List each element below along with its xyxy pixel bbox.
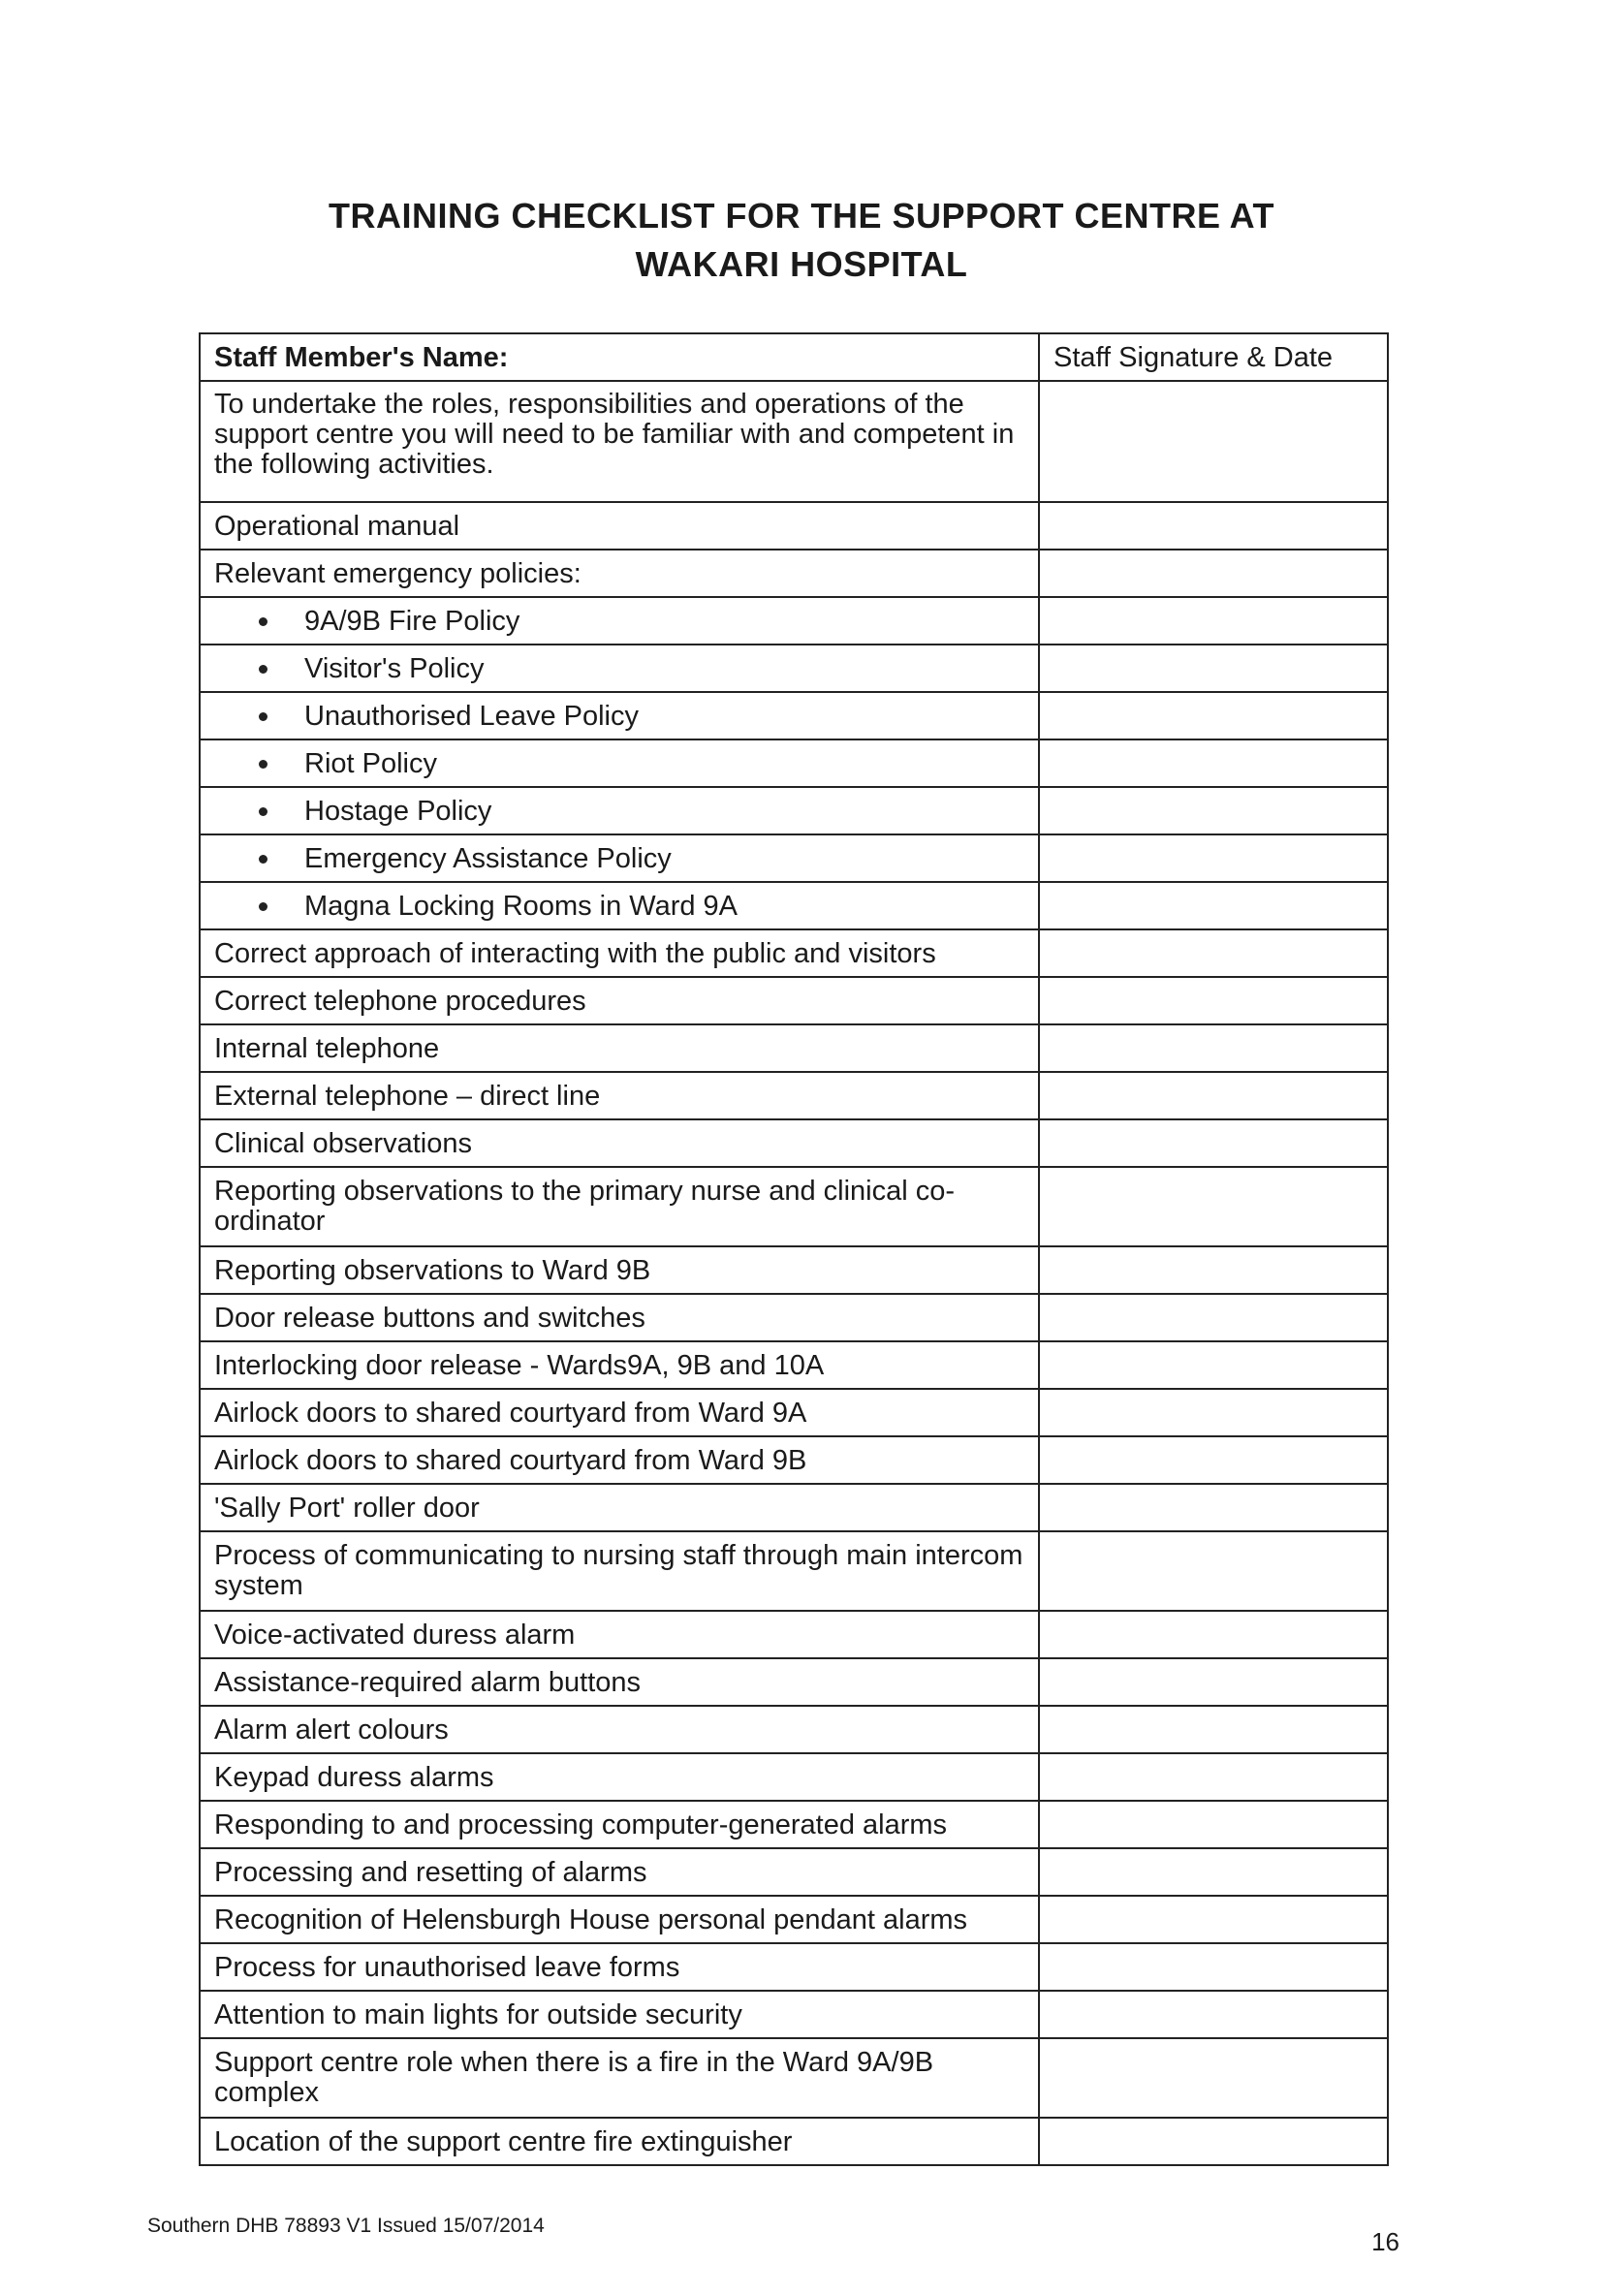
signature-cell[interactable] bbox=[1039, 1119, 1388, 1167]
checklist-row bbox=[200, 1167, 1388, 1246]
checklist-row bbox=[200, 1896, 1388, 1943]
signature-cell[interactable] bbox=[1039, 787, 1388, 834]
checklist-item bbox=[200, 1119, 1039, 1167]
bullet-icon bbox=[259, 902, 267, 911]
checklist-item-label: External telephone – direct line bbox=[214, 1080, 601, 1112]
signature-cell[interactable] bbox=[1039, 1246, 1388, 1294]
checklist-item-label: Processing and resetting of alarms bbox=[214, 1856, 647, 1888]
checklist-item-label: Reporting observations to Ward 9B bbox=[214, 1254, 651, 1286]
signature-cell[interactable] bbox=[1039, 834, 1388, 882]
checklist-item bbox=[200, 692, 1039, 739]
checklist-item bbox=[200, 1246, 1039, 1294]
checklist-item-label: Airlock doors to shared courtyard from Ward 9B bbox=[214, 1444, 807, 1476]
checklist-row bbox=[200, 1341, 1388, 1389]
checklist-item bbox=[200, 929, 1039, 977]
checklist-item bbox=[200, 1848, 1039, 1896]
checklist-item bbox=[200, 882, 1039, 929]
signature-cell[interactable] bbox=[1039, 502, 1388, 550]
checklist-item bbox=[200, 1072, 1039, 1119]
checklist-item bbox=[200, 597, 1039, 645]
signature-cell[interactable] bbox=[1039, 929, 1388, 977]
checklist-row bbox=[200, 1848, 1388, 1896]
checklist-item-label: Voice-activated duress alarm bbox=[214, 1619, 576, 1651]
signature-cell[interactable] bbox=[1039, 1658, 1388, 1706]
checklist-item-label: Recognition of Helensburgh House personal pendant alarms bbox=[214, 1903, 968, 1935]
checklist-item-label: Support centre role when there is a fire in the Ward 9A/9B complex bbox=[214, 2047, 934, 2108]
checklist-row bbox=[200, 1991, 1388, 2038]
checklist-item-label: Process of communicating to nursing staff through main intercom system bbox=[214, 1540, 1023, 1601]
checklist-item-label: Visitor's Policy bbox=[304, 652, 485, 684]
signature-cell[interactable] bbox=[1039, 645, 1388, 692]
bullet-icon bbox=[259, 760, 267, 769]
checklist-item bbox=[200, 1611, 1039, 1658]
signature-cell[interactable] bbox=[1039, 1706, 1388, 1753]
checklist-item-label: Unauthorised Leave Policy bbox=[304, 700, 639, 732]
checklist-item-label: Process for unauthorised leave forms bbox=[214, 1951, 680, 1983]
checklist-row bbox=[200, 1072, 1388, 1119]
checklist-item bbox=[200, 550, 1039, 597]
title-line-1: TRAINING CHECKLIST FOR THE SUPPORT CENTRE AT bbox=[329, 196, 1274, 236]
signature-cell[interactable] bbox=[1039, 550, 1388, 597]
checklist-item-label: Correct telephone procedures bbox=[214, 985, 586, 1017]
checklist-item-label: Keypad duress alarms bbox=[214, 1761, 494, 1793]
checklist-item bbox=[200, 502, 1039, 550]
signature-cell[interactable] bbox=[1039, 1341, 1388, 1389]
checklist-item-label: Operational manual bbox=[214, 510, 460, 542]
signature-cell[interactable] bbox=[1039, 1294, 1388, 1341]
title-line-2: WAKARI HOSPITAL bbox=[635, 244, 968, 284]
checklist-item bbox=[200, 1436, 1039, 1484]
checklist-row bbox=[200, 1531, 1388, 1611]
checklist-row bbox=[200, 1246, 1388, 1294]
checklist-row bbox=[200, 739, 1388, 787]
checklist-item bbox=[200, 645, 1039, 692]
checklist-item-label: Riot Policy bbox=[304, 747, 437, 779]
bullet-icon bbox=[259, 807, 267, 816]
training-checklist-table bbox=[199, 332, 1389, 2166]
checklist-item bbox=[200, 1801, 1039, 1848]
checklist-item-label: Correct approach of interacting with the public and visitors bbox=[214, 937, 936, 969]
checklist-item bbox=[200, 834, 1039, 882]
signature-cell[interactable] bbox=[1039, 1611, 1388, 1658]
document-title bbox=[0, 192, 1603, 289]
signature-cell[interactable] bbox=[1039, 977, 1388, 1024]
checklist-row bbox=[200, 1389, 1388, 1436]
checklist-row bbox=[200, 1611, 1388, 1658]
checklist-row bbox=[200, 692, 1388, 739]
signature-cell[interactable] bbox=[1039, 1848, 1388, 1896]
checklist-row bbox=[200, 1119, 1388, 1167]
checklist-item bbox=[200, 1991, 1039, 2038]
document-reference: Southern DHB 78893 V1 Issued 15/07/2014 bbox=[147, 2215, 545, 2237]
header-row bbox=[200, 333, 1388, 381]
checklist-item-label: 9A/9B Fire Policy bbox=[304, 605, 520, 637]
signature-cell[interactable] bbox=[1039, 381, 1388, 502]
checklist-item-label: Alarm alert colours bbox=[214, 1714, 449, 1746]
checklist-item bbox=[200, 1341, 1039, 1389]
checklist-item bbox=[200, 1531, 1039, 1611]
signature-cell[interactable] bbox=[1039, 1436, 1388, 1484]
checklist-item bbox=[200, 1484, 1039, 1531]
checklist-row bbox=[200, 1753, 1388, 1801]
checklist-row bbox=[200, 1658, 1388, 1706]
checklist-item-label: Hostage Policy bbox=[304, 795, 492, 827]
checklist-row bbox=[200, 2038, 1388, 2118]
checklist-row bbox=[200, 1024, 1388, 1072]
checklist-row bbox=[200, 550, 1388, 597]
checklist-item-label: Emergency Assistance Policy bbox=[304, 842, 672, 874]
checklist-item-label: 'Sally Port' roller door bbox=[214, 1492, 480, 1524]
signature-cell[interactable] bbox=[1039, 1167, 1388, 1246]
checklist-item bbox=[200, 787, 1039, 834]
checklist-row bbox=[200, 1436, 1388, 1484]
checklist-item-label: Interlocking door release - Wards9A, 9B and 10A bbox=[214, 1349, 825, 1381]
signature-cell[interactable] bbox=[1039, 2118, 1388, 2165]
checklist-item-label: Responding to and processing computer-generated alarms bbox=[214, 1808, 948, 1840]
staff-name-field[interactable] bbox=[200, 333, 1039, 381]
checklist-row bbox=[200, 1943, 1388, 1991]
checklist-item bbox=[200, 1896, 1039, 1943]
page-footer bbox=[147, 2213, 1399, 2257]
checklist-item bbox=[200, 1706, 1039, 1753]
checklist-item-label: Assistance-required alarm buttons bbox=[214, 1666, 642, 1698]
signature-cell[interactable] bbox=[1039, 692, 1388, 739]
checklist-item bbox=[200, 1943, 1039, 1991]
checklist-row bbox=[200, 834, 1388, 882]
checklist-row bbox=[200, 1801, 1388, 1848]
signature-cell[interactable] bbox=[1039, 1484, 1388, 1531]
checklist-row bbox=[200, 1706, 1388, 1753]
checklist-row bbox=[200, 1294, 1388, 1341]
checklist-item-label: Attention to main lights for outside security bbox=[214, 1998, 742, 2030]
checklist-row bbox=[200, 1484, 1388, 1531]
checklist-row bbox=[200, 2118, 1388, 2165]
checklist-row bbox=[200, 787, 1388, 834]
checklist-row bbox=[200, 597, 1388, 645]
intro-row bbox=[200, 381, 1388, 502]
page-number: 16 bbox=[1371, 2227, 1399, 2256]
bullet-icon bbox=[259, 855, 267, 864]
checklist-item-label: Relevant emergency policies: bbox=[214, 557, 581, 589]
signature-cell[interactable] bbox=[1039, 1389, 1388, 1436]
checklist-item bbox=[200, 1294, 1039, 1341]
checklist-item-label: Internal telephone bbox=[214, 1032, 440, 1064]
signature-cell[interactable] bbox=[1039, 882, 1388, 929]
checklist-item bbox=[200, 1658, 1039, 1706]
signature-cell[interactable] bbox=[1039, 1896, 1388, 1943]
checklist-row bbox=[200, 645, 1388, 692]
signature-cell[interactable] bbox=[1039, 1943, 1388, 1991]
checklist-item bbox=[200, 2118, 1039, 2165]
signature-cell[interactable] bbox=[1039, 2038, 1388, 2118]
checklist-row bbox=[200, 502, 1388, 550]
checklist-row bbox=[200, 882, 1388, 929]
signature-cell[interactable] bbox=[1039, 1024, 1388, 1072]
checklist-item bbox=[200, 1024, 1039, 1072]
checklist-item-label: Clinical observations bbox=[214, 1127, 472, 1159]
bullet-icon bbox=[259, 712, 267, 721]
bullet-icon bbox=[259, 617, 267, 626]
signature-cell[interactable] bbox=[1039, 739, 1388, 787]
signature-cell[interactable] bbox=[1039, 1753, 1388, 1801]
checklist-item bbox=[200, 1167, 1039, 1246]
checklist-item-label: Location of the support centre fire extinguisher bbox=[214, 2125, 793, 2157]
intro-text: To undertake the roles, responsibilities and operations of the support centre you will need to be familiar with and competent in the following activities. bbox=[200, 381, 1039, 502]
checklist-item bbox=[200, 1753, 1039, 1801]
checklist-row bbox=[200, 977, 1388, 1024]
signature-cell[interactable] bbox=[1039, 1801, 1388, 1848]
checklist-item-label: Reporting observations to the primary nurse and clinical co-ordinator bbox=[214, 1176, 956, 1237]
staff-name-label: Staff Member's Name: bbox=[214, 341, 509, 373]
signature-header: Staff Signature & Date bbox=[1039, 333, 1388, 381]
checklist-item bbox=[200, 1389, 1039, 1436]
checklist-item bbox=[200, 2038, 1039, 2118]
signature-cell[interactable] bbox=[1039, 597, 1388, 645]
checklist-item bbox=[200, 739, 1039, 787]
checklist-row bbox=[200, 929, 1388, 977]
signature-cell[interactable] bbox=[1039, 1072, 1388, 1119]
checklist-item-label: Magna Locking Rooms in Ward 9A bbox=[304, 890, 739, 922]
signature-cell[interactable] bbox=[1039, 1991, 1388, 2038]
bullet-icon bbox=[259, 665, 267, 674]
checklist-item-label: Airlock doors to shared courtyard from Ward 9A bbox=[214, 1397, 807, 1429]
checklist-item bbox=[200, 977, 1039, 1024]
checklist-item-label: Door release buttons and switches bbox=[214, 1302, 645, 1334]
signature-cell[interactable] bbox=[1039, 1531, 1388, 1611]
